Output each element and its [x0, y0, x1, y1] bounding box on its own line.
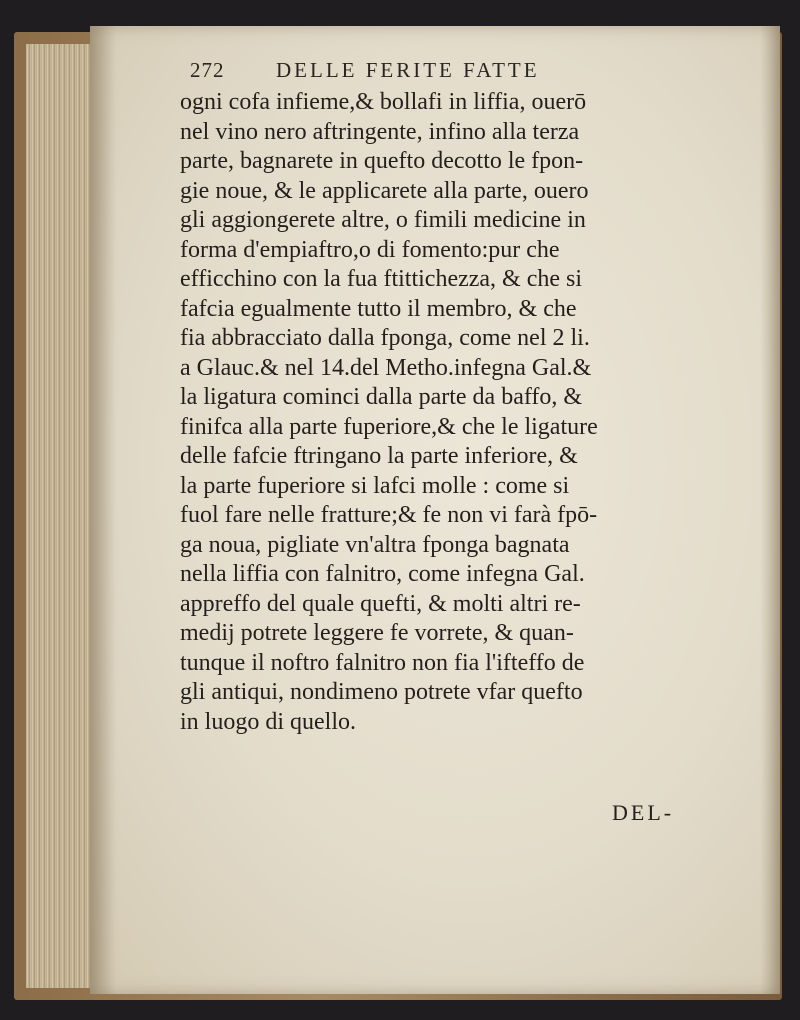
page-header: [190, 50, 660, 90]
text-line: gli antiqui, nondimeno potrete vfar quefto: [180, 679, 583, 705]
catchword: DEL-: [612, 800, 675, 825]
text-line: in luogo di quello.: [180, 708, 356, 735]
text-line: forma d'empiaftro,o di fomento:pur che: [180, 236, 560, 263]
text-line: appreffo del quale quefti, & molti altri re-: [180, 590, 581, 617]
text-line: gli aggiongerete altre, o fimili medicine in: [180, 207, 586, 233]
text-line: nel vino nero aftringente, infino alla terza: [180, 118, 580, 145]
text-line: parte, bagnarete in quefto decotto le fpon-: [180, 148, 584, 174]
text-line: finifca alla parte fuperiore,& che le ligature: [180, 413, 598, 440]
page-edges: [26, 44, 100, 988]
text-line: nella liffia con falnitro, come infegna Gal.: [180, 561, 585, 587]
text-line: fia abbracciato dalla fponga, come nel 2 li.: [180, 325, 590, 351]
text-line: ogni cofa infieme,& bollafi in liffia, ouerō: [180, 89, 587, 115]
body-text: [180, 88, 732, 737]
text-line: gie noue, & le applicarete alla parte, ouero: [180, 177, 589, 204]
text-line: delle fafcie ftringano la parte inferiore, &: [180, 443, 578, 469]
page-right-edge: [760, 26, 780, 994]
spine-shadow: [90, 26, 116, 994]
text-line: fafcia egualmente tutto il membro, & che: [180, 295, 577, 322]
text-line: a Glauc.& nel 14.del Metho.infegna Gal.&: [180, 354, 592, 381]
text-line: efficchino con la fua ftittichezza, & che si: [180, 266, 583, 292]
text-line: ga noua, pigliate vn'altra fponga bagnata: [180, 531, 570, 558]
text-line: fuol fare nelle fratture;& fe non vi farà fpō-: [180, 502, 598, 528]
text-line: medij potrete leggere fe vorrete, & quan-: [180, 620, 574, 646]
page-number: 272: [190, 58, 225, 82]
text-line: tunque il noftro falnitro non fia l'ifteffo de: [180, 649, 585, 676]
text-line: la ligatura cominci dalla parte da baffo, &: [180, 384, 583, 410]
running-title: DELLE FERITE FATTE: [276, 58, 540, 82]
text-line: la parte fuperiore si lafci molle : come si: [180, 472, 570, 499]
